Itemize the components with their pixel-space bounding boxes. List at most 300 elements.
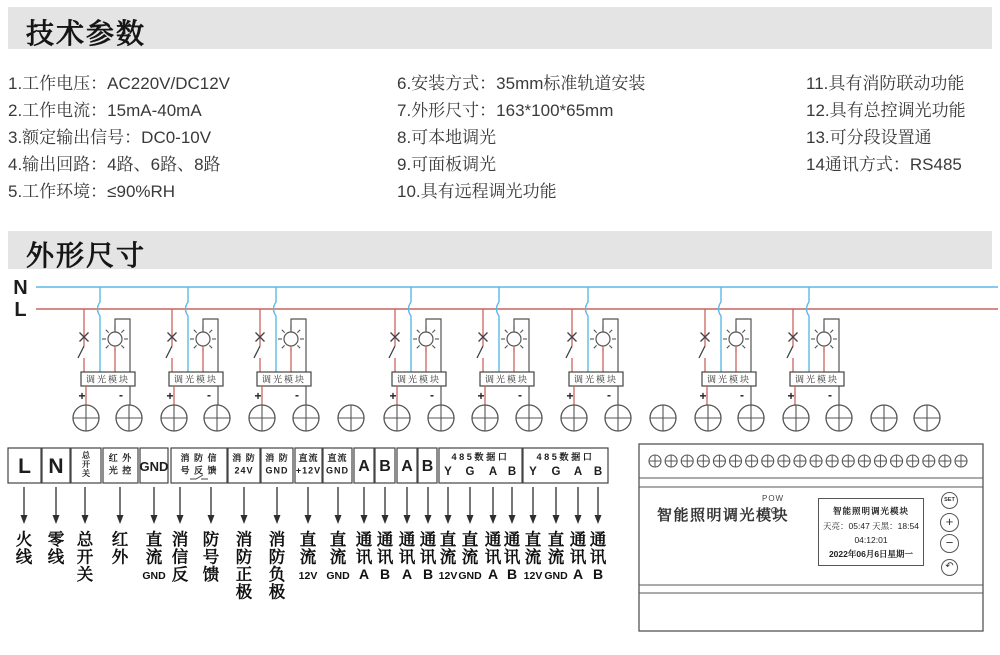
lamp-ray (505, 330, 508, 333)
label-char: 讯 (398, 548, 416, 567)
label-char: 线 (15, 548, 33, 567)
lamp-icon (108, 332, 122, 346)
neutral-drop-wire (274, 287, 277, 372)
terminal-function-label (172, 530, 189, 584)
plus-output-label: + (477, 389, 485, 403)
device-screw-terminal (794, 455, 806, 467)
lamp-ray (594, 330, 597, 333)
label-suffix: A (358, 566, 370, 582)
arrow-head (361, 515, 368, 524)
dimmer-module-label: 调光模块 (484, 374, 530, 385)
arrow-down-icon (575, 487, 582, 524)
terminal-cell (323, 448, 352, 483)
screw-terminal (738, 405, 764, 431)
screw-terminal (428, 405, 454, 431)
arrow-head (208, 515, 215, 524)
device-screw-terminal (762, 455, 774, 467)
label-suffix: GND (544, 570, 568, 582)
screw-terminal (338, 405, 364, 431)
neutral-drop-wire (409, 287, 412, 372)
device-outline (639, 444, 983, 631)
switch-blade (787, 346, 793, 358)
label-suffix: GND (142, 570, 166, 582)
arrow-head (445, 515, 452, 524)
param-item: 7.外形尺寸：163*100*65mm (397, 101, 614, 120)
terminal-function-label (112, 529, 129, 567)
label-char: 通 (376, 531, 394, 549)
label-char: 通 (484, 531, 502, 549)
lamp-ray (727, 345, 730, 348)
neutral-drop-wire (497, 287, 500, 372)
label-char: 开 (76, 548, 94, 567)
minus-output-label: - (740, 388, 744, 402)
param-item: 8.可本地调光 (397, 128, 497, 147)
label-char: 信 (171, 548, 189, 567)
terminal-cell-label: 红 外 (108, 453, 133, 463)
device-screw-terminal (681, 455, 693, 467)
minus-output-label: - (119, 388, 123, 402)
terminal-cell-label: 485数据口 (451, 452, 510, 462)
terminal-cell-label: 开 (81, 460, 91, 469)
terminal-cell-label: B (593, 466, 603, 478)
screw-terminal (871, 405, 897, 431)
label-char: 直 (461, 531, 479, 549)
label-char: 消 (235, 531, 253, 549)
label-suffix: 12V (298, 570, 318, 582)
power-indicator-label: POW (762, 494, 785, 503)
terminal-function-label (236, 530, 253, 602)
terminal-cell-label: GND (265, 465, 289, 476)
plus-output-label: + (389, 389, 397, 403)
device-screw-terminal (730, 455, 742, 467)
label-char: 关 (76, 566, 94, 584)
dimmer-module-group (787, 287, 844, 405)
device-panel (639, 444, 983, 631)
arrow-down-icon (467, 487, 474, 524)
lamp-ray (282, 330, 285, 333)
label-char: 讯 (569, 548, 587, 567)
screw-terminal (783, 405, 809, 431)
label-suffix: A (572, 566, 584, 582)
terminal-cell-label: 号 反 馈 (180, 465, 218, 476)
lamp-icon (284, 332, 298, 346)
label-char: 直 (299, 531, 317, 549)
terminal-cell (418, 448, 437, 483)
arrow-down-icon (595, 487, 602, 524)
arrow-head (404, 515, 411, 524)
label-char: 总 (76, 531, 94, 549)
dimmer-module-label: 调光模块 (85, 374, 131, 385)
terminal-cell (354, 448, 374, 483)
lamp-ray (609, 345, 612, 348)
arrow-down-icon (404, 487, 411, 524)
dimmer-module-group (166, 287, 223, 405)
terminal-function-label (299, 529, 318, 582)
terminal-cell-label: A (488, 466, 498, 478)
lamp-icon (817, 332, 831, 346)
arrow-down-icon (117, 487, 124, 524)
dimmer-module-label: 调光模块 (173, 374, 219, 385)
minus-output-label: - (607, 388, 611, 402)
lamp-ray (297, 345, 300, 348)
device-screw-terminal (842, 455, 854, 467)
label-char: 消 (171, 531, 189, 549)
terminal-function-label (544, 529, 568, 582)
terminal-cell-label: GND (139, 459, 169, 474)
terminal-cell (140, 448, 169, 483)
label-char: 通 (569, 531, 587, 549)
terminal-cell (103, 448, 138, 483)
label-suffix: GND (326, 570, 350, 582)
terminal-cell-label: 24V (234, 465, 254, 476)
arrow-head (82, 515, 89, 524)
minus-button: − (940, 534, 959, 553)
arrow-down-icon (445, 487, 452, 524)
param-item: 2.工作电流：15mA-40mA (8, 101, 202, 120)
terminal-cell-label: L (18, 455, 31, 478)
plus-output-label: + (78, 389, 86, 403)
arrow-down-icon (208, 487, 215, 524)
arrow-head (530, 515, 537, 524)
screw-terminal (472, 405, 498, 431)
arrow-head (553, 515, 560, 524)
lamp-ray (417, 345, 420, 348)
plus-output-label: + (166, 389, 174, 403)
label-char: 讯 (376, 548, 394, 567)
dimmer-module-group (254, 287, 311, 405)
lamp-ray (520, 330, 523, 333)
param-item: 10.具有远程调光功能 (397, 182, 557, 201)
terminal-cell (228, 448, 260, 483)
label-char: 防 (268, 548, 286, 567)
terminal-cell-label: 消 防 (265, 453, 289, 463)
label-char: 讯 (484, 548, 502, 567)
dimmer-module-group (566, 287, 623, 405)
neutral-bus-label: N (13, 277, 29, 299)
terminal-cell-label: Y (444, 466, 452, 478)
arrow-head (467, 515, 474, 524)
screw-terminal (293, 405, 319, 431)
label-char: 直 (439, 531, 457, 549)
label-char: 极 (235, 583, 253, 602)
arrow-down-icon (151, 487, 158, 524)
terminal-cell (171, 448, 227, 483)
label-char: 防 (202, 531, 220, 549)
device-screw-terminal (649, 455, 661, 467)
arrow-down-icon (490, 487, 497, 524)
label-suffix: B (422, 566, 434, 582)
param-item: 6.安装方式：35mm标准轨道安装 (397, 74, 646, 93)
screw-terminal (914, 405, 940, 431)
terminal-cell-label: 直流 (327, 453, 348, 463)
arrow-down-icon (82, 487, 89, 524)
label-char: 零 (47, 531, 65, 549)
param-item: 3.额定输出信号：DC0-10V (8, 128, 212, 147)
arrow-down-icon (274, 487, 281, 524)
screw-terminal (73, 405, 99, 431)
arrow-head (425, 515, 432, 524)
device-screw-terminal (826, 455, 838, 467)
terminal-function-label (590, 529, 607, 582)
section-title-dimensions: 外形尺寸 (26, 240, 147, 271)
arrow-down-icon (305, 487, 312, 524)
label-suffix: B (506, 566, 518, 582)
terminal-function-label (570, 529, 587, 582)
terminal-cell-label: A (573, 466, 583, 478)
lamp-ray (742, 345, 745, 348)
lcd-line-title: 智能照明调光模块 (832, 506, 909, 516)
arrow-head (241, 515, 248, 524)
dimmer-module-label: 调光模块 (794, 374, 840, 385)
lamp-icon (419, 332, 433, 346)
device-screw-terminal (665, 455, 677, 467)
arrow-head (382, 515, 389, 524)
dimmer-module-label: 调光模块 (396, 374, 442, 385)
switch-blade (389, 346, 395, 358)
device-name-label: 智能照明调光模块 (657, 507, 790, 524)
lamp-icon (507, 332, 521, 346)
device-screw-terminal (907, 455, 919, 467)
lamp-ray (830, 345, 833, 348)
lamp-ray (121, 345, 124, 348)
lamp-ray (815, 345, 818, 348)
terminal-function-label (48, 529, 65, 567)
param-item: 4.输出回路：4路、6路、8路 (8, 155, 221, 174)
label-char: 直 (524, 531, 542, 549)
label-char: 流 (439, 548, 457, 567)
lamp-ray (297, 330, 300, 333)
set-button: SET (941, 492, 958, 509)
arrow-down-icon (361, 487, 368, 524)
live-bus-label: L (14, 299, 28, 321)
minus-output-label: - (430, 388, 434, 402)
lamp-ray (609, 330, 612, 333)
dimmer-module-label: 调光模块 (573, 374, 619, 385)
label-char: 通 (589, 531, 607, 549)
label-char: 流 (299, 548, 317, 567)
terminal-function-label (399, 529, 416, 582)
device-screw-terminal (810, 455, 822, 467)
device-screw-terminal (858, 455, 870, 467)
dimmer-module-group (389, 287, 446, 405)
arrow-head (151, 515, 158, 524)
device-screw-terminal (955, 455, 967, 467)
label-char: 号 (202, 548, 220, 567)
arrow-down-icon (177, 487, 184, 524)
neutral-drop-wire (807, 287, 810, 372)
terminal-cell-label: 光 控 (108, 465, 133, 476)
terminal-cell-label: 直流 (298, 453, 319, 463)
screw-terminal (605, 405, 631, 431)
label-char: 线 (47, 548, 65, 567)
label-char: 讯 (355, 548, 373, 567)
neutral-drop-wire (98, 287, 101, 372)
terminal-function-label (326, 529, 350, 582)
arrow-head (335, 515, 342, 524)
param-item: 11.具有消防联动功能 (806, 74, 965, 93)
arrow-down-icon (382, 487, 389, 524)
terminal-cell-label: B (507, 466, 517, 478)
lamp-icon (596, 332, 610, 346)
terminal-function-label (439, 529, 458, 582)
dimmer-module-label: 调光模块 (261, 374, 307, 385)
terminal-function-label (142, 529, 166, 582)
terminal-cell-label: A (401, 458, 413, 475)
neutral-drop-wire (186, 287, 189, 372)
lcd-line-date: 2022年06月6日星期一 (828, 549, 914, 559)
screw-terminal (116, 405, 142, 431)
power-indicator-led (771, 507, 778, 514)
terminal-cell (523, 448, 608, 483)
lamp-ray (830, 330, 833, 333)
switch-blade (166, 346, 172, 358)
label-char: 外 (111, 548, 129, 567)
label-suffix: 12V (523, 570, 543, 582)
lamp-ray (121, 330, 124, 333)
lcd-line-sun-times: 天亮：05:47 天黑：18:54 (823, 521, 919, 531)
label-char: 防 (235, 548, 253, 567)
terminal-function-label (16, 530, 33, 567)
terminal-function-label (269, 530, 286, 602)
terminal-cell-label: 消 防 信 (180, 453, 218, 463)
device-screw-terminal (746, 455, 758, 467)
arrow-head (117, 515, 124, 524)
lamp-ray (106, 345, 109, 348)
lamp-ray (520, 345, 523, 348)
arrow-head (490, 515, 497, 524)
plus-output-label: + (699, 389, 707, 403)
screw-terminal (384, 405, 410, 431)
lamp-ray (742, 330, 745, 333)
label-char: 流 (145, 548, 163, 567)
terminal-function-label (203, 530, 220, 584)
label-suffix: B (592, 566, 604, 582)
label-char: 讯 (589, 548, 607, 567)
screw-terminal (161, 405, 187, 431)
terminal-function-label (504, 529, 521, 582)
label-char: 红 (111, 531, 129, 549)
terminal-function-label (77, 529, 94, 584)
label-char: 消 (268, 531, 286, 549)
lamp-ray (194, 345, 197, 348)
label-char: 直 (145, 531, 163, 549)
lamp-ray (594, 345, 597, 348)
label-suffix: A (487, 566, 499, 582)
param-item: 14通讯方式：RS485 (806, 155, 962, 174)
terminal-function-label (420, 529, 437, 582)
terminal-cell-label: 关 (81, 469, 91, 478)
label-suffix: A (401, 566, 413, 582)
terminal-cell (42, 448, 70, 483)
terminal-cell (439, 448, 522, 483)
lamp-ray (417, 330, 420, 333)
neutral-drop-wire (719, 287, 722, 372)
label-suffix: B (379, 566, 391, 582)
dimmer-module-label: 调光模块 (706, 374, 752, 385)
label-char: 通 (419, 531, 437, 549)
label-char: 极 (268, 583, 286, 602)
arrow-head (305, 515, 312, 524)
label-char: 通 (355, 531, 373, 549)
param-item: 13.可分段设置通 (806, 128, 932, 147)
label-char: 直 (329, 531, 347, 549)
lamp-ray (505, 345, 508, 348)
arrow-head (177, 515, 184, 524)
lamp-ray (815, 330, 818, 333)
screw-terminal (204, 405, 230, 431)
neutral-drop-wire (586, 287, 589, 372)
arrow-down-icon (425, 487, 432, 524)
terminal-function-label (377, 529, 394, 582)
lamp-ray (727, 330, 730, 333)
terminal-cell-label: B (421, 458, 434, 475)
dimmer-module-group (699, 287, 756, 405)
arrow-down-icon (553, 487, 560, 524)
device-screw-terminal (713, 455, 725, 467)
screw-terminal (826, 405, 852, 431)
plus-button: + (940, 513, 959, 532)
terminal-cell-label: N (48, 455, 64, 478)
lamp-ray (432, 345, 435, 348)
minus-output-label: - (207, 388, 211, 402)
return-button-icon: ↶ (941, 559, 958, 576)
terminal-cell (295, 448, 322, 483)
device-screw-terminal (778, 455, 790, 467)
terminal-cell (71, 448, 101, 483)
terminal-cell (261, 448, 293, 483)
lamp-ray (194, 330, 197, 333)
arrow-head (575, 515, 582, 524)
label-char: 讯 (503, 548, 521, 567)
terminal-cell-label: +12V (295, 465, 322, 476)
terminal-cell-label: G (465, 466, 475, 478)
screw-terminal (516, 405, 542, 431)
param-item: 1.工作电压：AC220V/DC12V (8, 74, 231, 93)
terminal-cell-label: 消 防 (232, 453, 256, 463)
lcd-display (818, 498, 924, 566)
arrow-head (21, 515, 28, 524)
terminal-cell (8, 448, 41, 483)
terminal-cell-label: GND (326, 465, 349, 476)
device-screw-terminal (923, 455, 935, 467)
arrow-down-icon (530, 487, 537, 524)
label-char: 通 (503, 531, 521, 549)
arrow-head (595, 515, 602, 524)
arrow-head (274, 515, 281, 524)
screw-terminal (650, 405, 676, 431)
label-char: 正 (235, 566, 253, 584)
device-screw-terminal (939, 455, 951, 467)
device-screw-terminal (874, 455, 886, 467)
label-char: 直 (547, 531, 565, 549)
arrow-down-icon (509, 487, 516, 524)
terminal-cell-label: G (551, 466, 561, 478)
arrow-head (53, 515, 60, 524)
arrow-down-icon (335, 487, 342, 524)
terminal-function-label (356, 529, 373, 582)
lamp-icon (196, 332, 210, 346)
lcd-line-clock: 04:12:01 (854, 535, 888, 545)
param-item: 9.可面板调光 (397, 155, 497, 174)
switch-blade (254, 346, 260, 358)
param-item: 12.具有总控调光功能 (806, 101, 966, 120)
screw-terminal (695, 405, 721, 431)
terminal-cell-label: 485数据口 (536, 452, 595, 462)
label-char: 流 (461, 548, 479, 567)
switch-blade (566, 346, 572, 358)
arrow-down-icon (53, 487, 60, 524)
lamp-icon (729, 332, 743, 346)
